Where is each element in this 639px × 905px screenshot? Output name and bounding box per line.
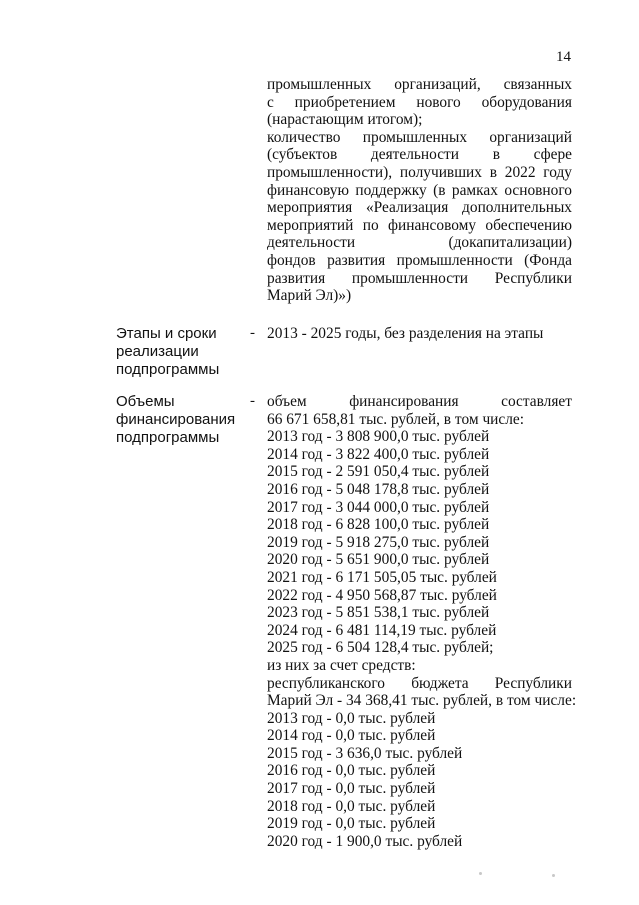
text-line: республиканского бюджета Республики (267, 674, 572, 692)
text-line: (субъектов деятельности в сфере (267, 146, 572, 164)
page-number: 14 (556, 49, 571, 65)
text-line: 2019 год - 5 918 275,0 тыс. рублей (267, 533, 490, 551)
text-line: количество промышленных организаций (267, 128, 572, 146)
text-line: 2016 год - 5 048 178,8 тыс. рублей (267, 480, 490, 498)
text-line: развития промышленности Республики (267, 269, 572, 287)
text-line: 2015 год - 3 636,0 тыс. рублей (267, 744, 463, 762)
funding-label (116, 393, 246, 447)
text-line: 2020 год - 5 651 900,0 тыс. рублей (267, 551, 490, 569)
text-line: 2014 год - 3 822 400,0 тыс. рублей (267, 445, 490, 463)
funding-dash: - (250, 393, 255, 409)
text-line: 2018 год - 6 828 100,0 тыс. рублей (267, 516, 490, 534)
text-line: фондов развития промышленности (Фонда (267, 251, 572, 269)
stages-label (116, 325, 246, 379)
text-line: 66 671 658,81 тыс. рублей, в том числе: (267, 410, 525, 428)
text-line: из них за счет средств: (267, 656, 416, 674)
text-line: Марий Эл)») (267, 287, 352, 305)
label-line: Этапы и сроки (116, 325, 217, 342)
text-line: 2016 год - 0,0 тыс. рублей (267, 762, 436, 780)
text-line: деятельности (докапитализации) (267, 234, 572, 252)
text-line: 2013 год - 0,0 тыс. рублей (267, 709, 436, 727)
text-line: финансовую поддержку (в рамках основного (267, 181, 572, 199)
label-line: реализации (116, 343, 199, 360)
stages-dash: - (250, 325, 255, 341)
stages-text: 2013 - 2025 годы, без разделения на этапы (267, 325, 544, 342)
text-line: 2020 год - 1 900,0 тыс. рублей (267, 832, 463, 850)
text-line: 2025 год - 6 504 128,4 тыс. рублей; (267, 639, 494, 657)
label-line: подпрограммы (116, 361, 220, 378)
text-line: промышленных организаций, связанных (267, 76, 572, 93)
text-line: 2017 год - 3 044 000,0 тыс. рублей (267, 498, 490, 516)
text-line: объем финансирования составляет (267, 393, 572, 410)
text-line: 2013 год - 3 808 900,0 тыс. рублей (267, 428, 490, 446)
scan-speck (479, 872, 482, 875)
text-line: 2018 год - 0,0 тыс. рублей (267, 797, 436, 815)
text-line: (нарастающим итогом); (267, 111, 423, 129)
label-line: Объемы (116, 393, 175, 410)
text-line: 2014 год - 0,0 тыс. рублей (267, 727, 436, 745)
scan-speck (552, 874, 555, 877)
text-line: 2017 год - 0,0 тыс. рублей (267, 780, 436, 798)
label-line: финансирования (116, 411, 236, 428)
text-line: промышленности), получивших в 2022 году (267, 163, 572, 181)
text-line: 2023 год - 5 851 538,1 тыс. рублей (267, 604, 490, 622)
text-line: мероприятия «Реализация дополнительных (267, 199, 572, 217)
text-line: с приобретением нового оборудования (267, 93, 572, 111)
text-line: мероприятий по финансовому обеспечению (267, 216, 572, 234)
label-line: подпрограммы (116, 429, 220, 446)
continuation-text (267, 76, 572, 305)
text-line: 2024 год - 6 481 114,19 тыс. рублей (267, 621, 497, 639)
funding-value (267, 393, 577, 850)
stages-value (267, 325, 572, 343)
text-line: 2021 год - 6 171 505,05 тыс. рублей (267, 568, 497, 586)
text-line: 2019 год - 0,0 тыс. рублей (267, 815, 436, 833)
text-line: 2022 год - 4 950 568,87 тыс. рублей (267, 586, 497, 604)
text-line: 2015 год - 2 591 050,4 тыс. рублей (267, 463, 490, 481)
text-line: Марий Эл - 34 368,41 тыс. рублей, в том числе: (267, 692, 577, 710)
